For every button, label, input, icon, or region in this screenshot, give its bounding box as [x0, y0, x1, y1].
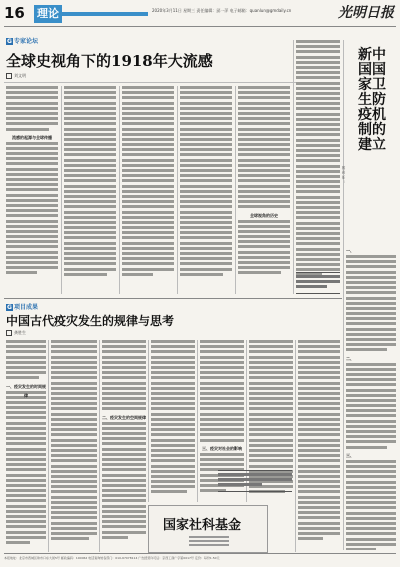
- column-divider: [99, 340, 100, 552]
- byline-mark-icon: [6, 330, 12, 336]
- sidebar-column: [346, 246, 396, 550]
- fund-logo-text: 国家社科基金: [163, 518, 242, 533]
- article2-rule: [4, 298, 342, 299]
- article2-column-2: [51, 340, 97, 552]
- article1-subhead-1: 流感的起源与全球传播: [12, 134, 52, 140]
- article2-subhead-1: 一、疫灾发生的时间规律: [6, 383, 46, 398]
- article1-column-1: [6, 86, 58, 294]
- sidebar-byline: 郭 岩 任 ；: [342, 166, 346, 184]
- sidebar-subhead-1: 一、: [346, 248, 354, 253]
- article1-subhead-2: 全球视角的历史: [250, 212, 278, 218]
- byline-mark-icon: [6, 73, 12, 79]
- pull-quote: [218, 470, 292, 492]
- column-divider: [295, 340, 296, 552]
- article2-column-4: [151, 340, 195, 502]
- column-divider: [148, 340, 149, 502]
- date-line: 2020年3月11日 星期三 责任编辑：邱一萍 电子邮箱：quanlun@gmdaily.cn: [152, 8, 292, 13]
- header-rule: [4, 26, 396, 27]
- article2-subhead-2: 二、疫灾发生的空间规律: [102, 414, 146, 420]
- column-divider: [48, 340, 49, 552]
- sidebar-headline: 新中国国家卫生防疫机制的建立: [358, 47, 386, 153]
- article2-column-3: [102, 340, 146, 552]
- masthead-logo: 光明日报: [338, 5, 394, 21]
- sidebar-subhead-3: 三、: [346, 452, 354, 458]
- article2-byline: 龚胜生: [6, 330, 26, 336]
- column-divider: [293, 40, 294, 294]
- article1-column-2: [64, 86, 116, 294]
- column-divider: [197, 340, 198, 502]
- pull-quote: [296, 272, 340, 294]
- sidebar-subhead-2: 二、: [346, 355, 354, 361]
- article2-column-7: [298, 340, 340, 552]
- article1-byline: 刘文明: [6, 73, 26, 79]
- article1-kicker: G 专家论坛: [7, 38, 39, 45]
- footer-rule: [4, 553, 396, 554]
- social-science-fund-logo-box: [148, 505, 268, 553]
- page-footer: 本报地址：北京市西城区珠市口东大街5号 邮政编码：100062 电话查询转各部门：010-67078114 广告经营许可证：京西工商广字第0017号 定价：每份1.50元: [4, 556, 220, 560]
- fund-logo-subtext: [189, 536, 229, 548]
- article1-column-5: [238, 86, 290, 294]
- article2-headline: 中国古代疫灾发生的规律与思考: [6, 314, 175, 328]
- sidebar-divider: [343, 40, 344, 550]
- column-divider: [119, 86, 120, 294]
- column-divider: [61, 86, 62, 294]
- section-label: 理论: [34, 5, 62, 23]
- article2-kicker: G 项目成果: [7, 304, 39, 311]
- article2-subhead-3: 三、疫灾对社会的影响: [202, 445, 242, 451]
- article1-column-6: [296, 40, 340, 294]
- article2-column-1: [6, 340, 46, 552]
- column-divider: [235, 86, 236, 294]
- article1-column-4: [180, 86, 232, 294]
- section-bar: [62, 12, 148, 16]
- column-divider: [177, 86, 178, 294]
- column-logo-icon: G: [7, 304, 12, 311]
- article1-rule: [4, 82, 336, 83]
- page-header: [4, 2, 396, 26]
- article1-column-3: [122, 86, 174, 294]
- article1-headline: 全球史视角下的1918年大流感: [6, 52, 213, 70]
- page-number: 16: [4, 4, 25, 22]
- column-logo-icon: G: [7, 38, 12, 45]
